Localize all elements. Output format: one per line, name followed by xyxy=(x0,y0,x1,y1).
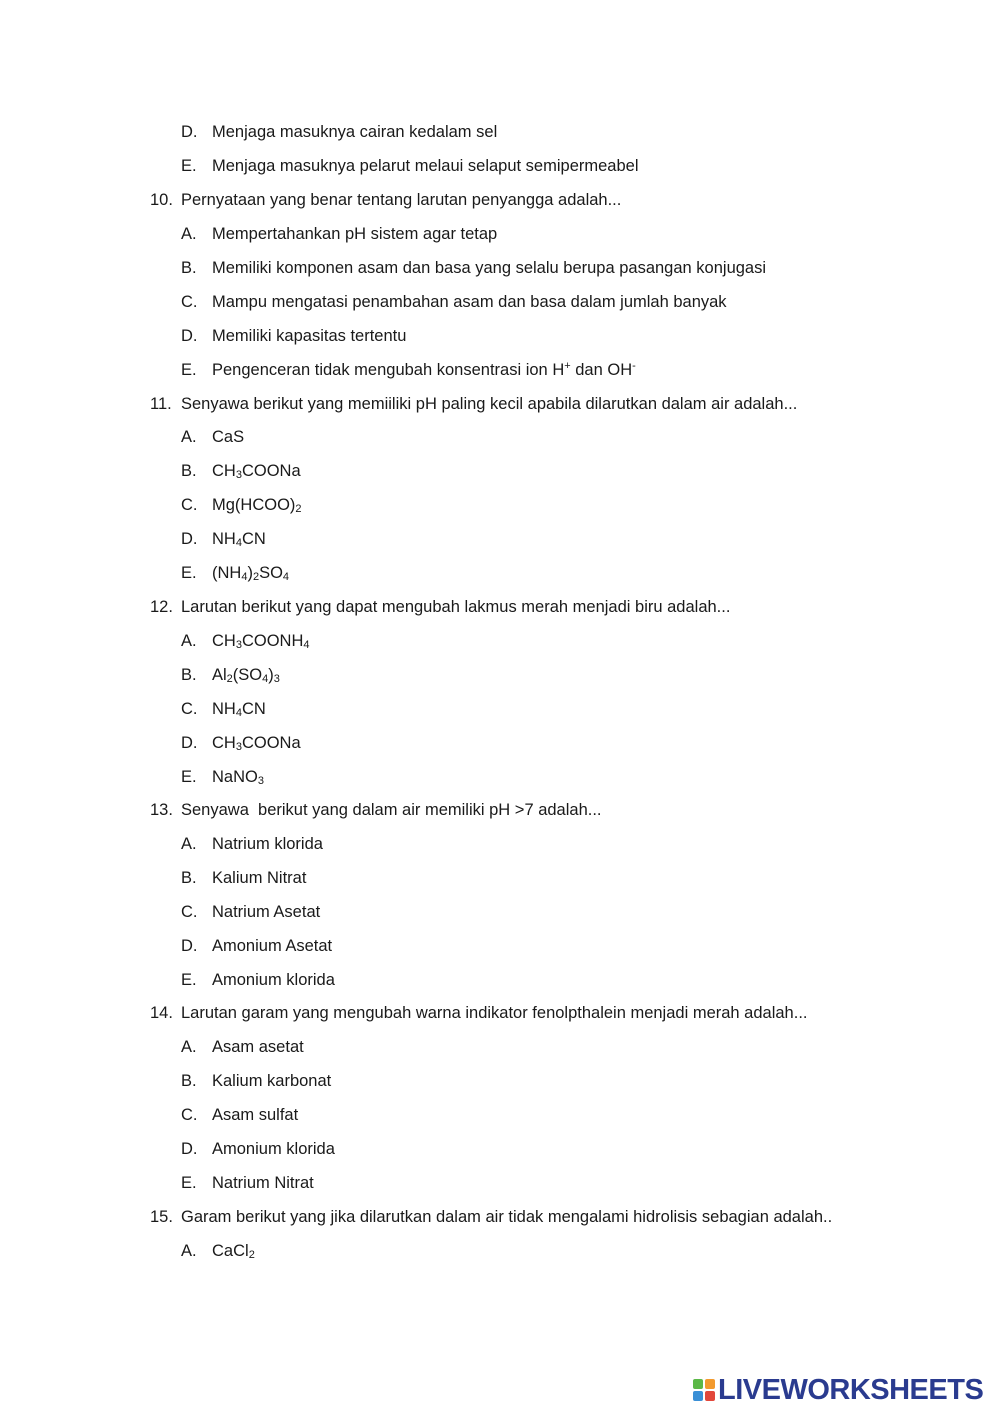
option-text: Menjaga masuknya cairan kedalam sel xyxy=(212,123,498,141)
option-text: Asam sulfat xyxy=(212,1106,299,1124)
option-text: Amonium klorida xyxy=(212,1140,335,1158)
option-letter: B. xyxy=(181,462,197,480)
option-formula xyxy=(212,459,301,483)
subscript: 2 xyxy=(226,673,233,685)
subscript: 3 xyxy=(273,673,280,685)
liveworksheets-logo-icon xyxy=(693,1379,715,1401)
option-text: Mampu mengatasi penambahan asam dan basa dalam jumlah banyak xyxy=(212,293,727,311)
option-text: Memiliki komponen asam dan basa yang selalu berupa pasangan konjugasi xyxy=(212,259,767,277)
option-text: Kalium karbonat xyxy=(212,1072,332,1090)
option-letter: C. xyxy=(181,903,198,921)
formula-part: CH xyxy=(212,462,236,480)
question-number: 11. xyxy=(150,395,172,413)
subscript: 3 xyxy=(235,639,242,651)
formula-part: ) xyxy=(247,564,253,582)
subscript: 2 xyxy=(248,1249,255,1261)
formula-part: (NH xyxy=(212,564,242,582)
option-formula xyxy=(212,731,301,755)
option-letter: B. xyxy=(181,259,197,277)
option-letter: D. xyxy=(181,327,198,345)
superscript: + xyxy=(564,360,571,372)
subscript: 3 xyxy=(257,775,264,787)
option-text: CaS xyxy=(212,428,245,446)
option-letter: A. xyxy=(181,225,197,243)
question-text: Larutan berikut yang dapat mengubah lakmus merah menjadi biru adalah... xyxy=(181,598,731,616)
formula-part: COONa xyxy=(241,734,301,752)
option-letter: A. xyxy=(181,632,197,650)
option-letter: E. xyxy=(181,564,197,582)
option-letter: D. xyxy=(181,937,198,955)
formula-part: CaCl xyxy=(212,1242,249,1260)
subscript: 4 xyxy=(262,673,269,685)
option-letter: D. xyxy=(181,734,198,752)
option-text: Menjaga masuknya pelarut melaui selaput semipermeabel xyxy=(212,157,639,175)
option-letter: E. xyxy=(181,361,197,379)
option-formula xyxy=(212,493,302,517)
formula-part: COONH xyxy=(241,632,304,650)
option-letter: D. xyxy=(181,123,198,141)
option-letter: C. xyxy=(181,700,198,718)
text-part: dan OH xyxy=(570,361,633,379)
formula-part: ) xyxy=(268,666,274,684)
subscript: 3 xyxy=(235,469,242,481)
formula-part: Al xyxy=(212,666,227,684)
option-letter: B. xyxy=(181,666,197,684)
text-part: Pengenceran tidak mengubah konsentrasi ion H xyxy=(212,361,565,379)
subscript: 4 xyxy=(303,639,310,651)
option-letter: B. xyxy=(181,1072,197,1090)
option-formula xyxy=(212,697,266,721)
question-text: Pernyataan yang benar tentang larutan penyangga adalah... xyxy=(181,191,622,209)
option-text: Amonium Asetat xyxy=(212,937,333,955)
formula-part: NH xyxy=(212,700,236,718)
option-letter: E. xyxy=(181,157,197,175)
option-text xyxy=(212,358,636,382)
logo-text: LIVEWORKSHEETS xyxy=(718,1373,984,1406)
question-number: 15. xyxy=(150,1208,173,1226)
liveworksheets-logo xyxy=(693,1375,983,1405)
option-letter: C. xyxy=(181,1106,198,1124)
option-letter: A. xyxy=(181,835,197,853)
option-text: Amonium klorida xyxy=(212,971,335,989)
formula-part: CH xyxy=(212,632,236,650)
question-number: 12. xyxy=(150,598,173,616)
superscript: - xyxy=(632,360,636,372)
question-text: Senyawa berikut yang dalam air memiliki pH >7 adalah... xyxy=(181,801,602,819)
option-formula xyxy=(212,663,280,687)
formula-part: (SO xyxy=(232,666,263,684)
subscript: 3 xyxy=(235,741,242,753)
subscript: 4 xyxy=(235,537,242,549)
question-number: 10. xyxy=(150,191,173,209)
option-letter: D. xyxy=(181,530,198,548)
option-formula xyxy=(212,527,266,551)
question-text: Larutan garam yang mengubah warna indikator fenolpthalein menjadi merah adalah... xyxy=(181,1004,808,1022)
question-number: 13. xyxy=(150,801,173,819)
formula-part: Mg(HCOO) xyxy=(212,496,296,514)
formula-part: COONa xyxy=(241,462,301,480)
option-text: Mempertahankan pH sistem agar tetap xyxy=(212,225,498,243)
formula-part: SO xyxy=(259,564,283,582)
subscript: 2 xyxy=(295,503,302,515)
question-text: Garam berikut yang jika dilarutkan dalam air tidak mengalami hidrolisis sebagian adalah.. xyxy=(181,1208,833,1226)
option-formula xyxy=(212,765,264,789)
subscript: 4 xyxy=(241,571,248,583)
option-text: Memiliki kapasitas tertentu xyxy=(212,327,407,345)
formula-part: CH xyxy=(212,734,236,752)
question-number: 14. xyxy=(150,1004,173,1022)
option-letter: E. xyxy=(181,971,197,989)
subscript: 4 xyxy=(235,707,242,719)
formula-part: NaNO xyxy=(212,768,258,786)
option-letter: D. xyxy=(181,1140,198,1158)
option-text: Natrium Asetat xyxy=(212,903,321,921)
option-formula xyxy=(212,629,310,653)
option-formula xyxy=(212,1239,255,1263)
option-letter: B. xyxy=(181,869,197,887)
option-formula xyxy=(212,561,289,585)
option-letter: A. xyxy=(181,1038,197,1056)
option-letter: A. xyxy=(181,1242,197,1260)
option-text: Kalium Nitrat xyxy=(212,869,307,887)
option-text: Natrium klorida xyxy=(212,835,323,853)
question-text: Senyawa berikut yang memiiliki pH paling kecil apabila dilarutkan dalam air adalah... xyxy=(181,395,798,413)
option-letter: A. xyxy=(181,428,197,446)
subscript: 4 xyxy=(282,571,290,583)
formula-part: NH xyxy=(212,530,236,548)
subscript: 2 xyxy=(252,571,260,583)
option-letter: C. xyxy=(181,293,198,311)
option-text: Natrium Nitrat xyxy=(212,1174,314,1192)
option-text: Asam asetat xyxy=(212,1038,304,1056)
formula-part: CN xyxy=(241,700,266,718)
option-letter: E. xyxy=(181,1174,197,1192)
formula-part: CN xyxy=(241,530,266,548)
option-letter: E. xyxy=(181,768,197,786)
option-letter: C. xyxy=(181,496,198,514)
